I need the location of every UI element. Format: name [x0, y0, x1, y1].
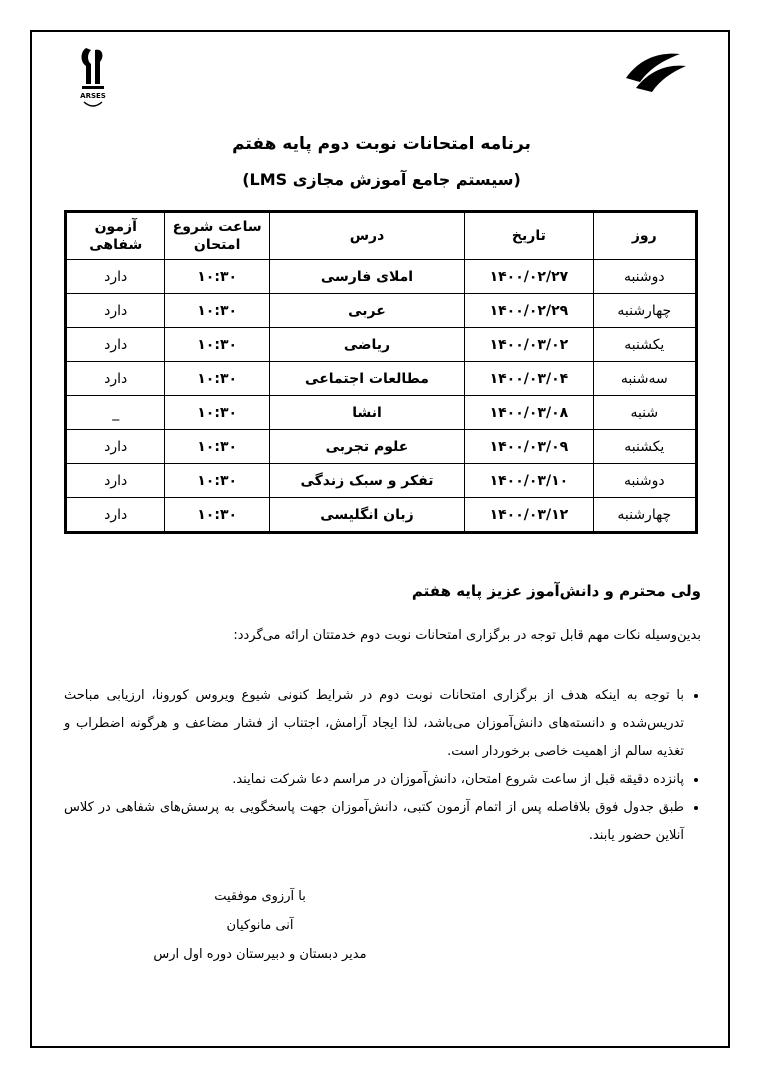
ministry-logo — [620, 48, 692, 96]
cell-date: ۱۴۰۰/۰۲/۲۷ — [465, 260, 593, 294]
cell-date: ۱۴۰۰/۰۳/۰۹ — [465, 430, 593, 464]
cell-oral-exam: دارد — [66, 328, 165, 362]
page-subtitle: (سیستم جامع آموزش مجازی LMS) — [242, 170, 521, 189]
cell-oral-exam: دارد — [66, 260, 165, 294]
cell-day: شنبه — [593, 396, 696, 430]
cell-lesson: زبان انگلیسی — [269, 498, 464, 533]
cell-start-time: ۱۰:۳۰ — [165, 260, 269, 294]
table-header-row — [66, 212, 697, 260]
svg-text:ARSES: ARSES — [80, 92, 106, 100]
cell-start-time: ۱۰:۳۰ — [165, 396, 269, 430]
page-title: برنامه امتحانات نوبت دوم پایه هفتم — [232, 134, 531, 154]
cell-start-time: ۱۰:۳۰ — [165, 328, 269, 362]
cell-start-time: ۱۰:۳۰ — [165, 498, 269, 533]
cell-day: چهارشنبه — [593, 498, 696, 533]
cell-day: یکشنبه — [593, 430, 696, 464]
cell-date: ۱۴۰۰/۰۳/۱۲ — [465, 498, 593, 533]
cell-day: دوشنبه — [593, 464, 696, 498]
greeting: ولی محترم و دانش‌آموز عزیز پایه هفتم — [411, 582, 701, 600]
cell-day: دوشنبه — [593, 260, 696, 294]
cell-oral-exam: _ — [66, 396, 165, 430]
cell-lesson: املای فارسی — [269, 260, 464, 294]
table-row — [66, 328, 697, 362]
table-row — [66, 464, 697, 498]
note-item: • پانزده دقیقه قبل از ساعت شروع امتحان، دانش‌آموزان در مراسم دعا شرکت نمایند. — [64, 766, 684, 794]
cell-day: یکشنبه — [593, 328, 696, 362]
cell-day: چهارشنبه — [593, 294, 696, 328]
note-item: • با توجه به اینکه هدف از برگزاری امتحانات نوبت دوم در شرایط کنونی شیوع ویروس کورونا، ارزیابی مباحث تدریس‌شده و دانسته‌های دانش‌آموزان می‌باشد، لذا ایجاد آرامش، اجتناب از فشار مضاعف و هرگونه اضطراب و تغذیه سالم از اهمیت خاصی برخوردار است. — [64, 682, 684, 766]
sign-wish: با آرزوی موفقیت — [214, 889, 306, 904]
cell-date: ۱۴۰۰/۰۳/۰۸ — [465, 396, 593, 430]
signature-block — [150, 882, 370, 969]
cell-lesson: مطالعات اجتماعی — [269, 362, 464, 396]
cell-date: ۱۴۰۰/۰۳/۰۴ — [465, 362, 593, 396]
cell-start-time: ۱۰:۳۰ — [165, 362, 269, 396]
cell-date: ۱۴۰۰/۰۳/۱۰ — [465, 464, 593, 498]
table-row — [66, 498, 697, 533]
table-row — [66, 430, 697, 464]
cell-oral-exam: دارد — [66, 430, 165, 464]
exam-schedule-table — [64, 210, 698, 534]
note-item: • طبق جدول فوق بلافاصله پس از اتمام آزمون کتبی، دانش‌آموزان جهت پاسخگویی به پرسش‌های شفاهی در کلاس آنلاین حضور یابند. — [64, 794, 684, 850]
header-day: روز — [593, 212, 696, 260]
notes-list — [64, 682, 702, 850]
cell-lesson: عربی — [269, 294, 464, 328]
cell-oral-exam: دارد — [66, 498, 165, 533]
cell-lesson: ریاضی — [269, 328, 464, 362]
sign-role: مدیر دبستان و دبیرستان دوره اول ارس — [153, 947, 367, 962]
cell-date: ۱۴۰۰/۰۳/۰۲ — [465, 328, 593, 362]
sign-name: آنی مانوکیان — [226, 918, 294, 933]
intro-text: بدین‌وسیله نکات مهم قابل توجه در برگزاری امتحانات نوبت دوم خدمتتان ارائه می‌گردد: — [233, 628, 701, 643]
cell-lesson: تفکر و سبک زندگی — [269, 464, 464, 498]
header-oral-exam: آزمون شفاهی — [66, 212, 165, 260]
header-lesson: درس — [269, 212, 464, 260]
cell-lesson: علوم تجربی — [269, 430, 464, 464]
cell-date: ۱۴۰۰/۰۲/۲۹ — [465, 294, 593, 328]
cell-oral-exam: دارد — [66, 464, 165, 498]
header-start-time — [165, 212, 269, 260]
table-row — [66, 260, 697, 294]
cell-start-time: ۱۰:۳۰ — [165, 430, 269, 464]
cell-oral-exam: دارد — [66, 362, 165, 396]
cell-start-time: ۱۰:۳۰ — [165, 294, 269, 328]
cell-start-time: ۱۰:۳۰ — [165, 464, 269, 498]
cell-lesson: انشا — [269, 396, 464, 430]
header-start-time-line1: ساعت شروع — [172, 219, 262, 235]
cell-oral-exam: دارد — [66, 294, 165, 328]
cell-day: سه‌شنبه — [593, 362, 696, 396]
table-row — [66, 294, 697, 328]
header-date: تاریخ — [465, 212, 593, 260]
school-logo — [78, 44, 108, 110]
table-row — [66, 362, 697, 396]
header-start-time-line2: امتحان — [193, 237, 241, 253]
table-row — [66, 396, 697, 430]
